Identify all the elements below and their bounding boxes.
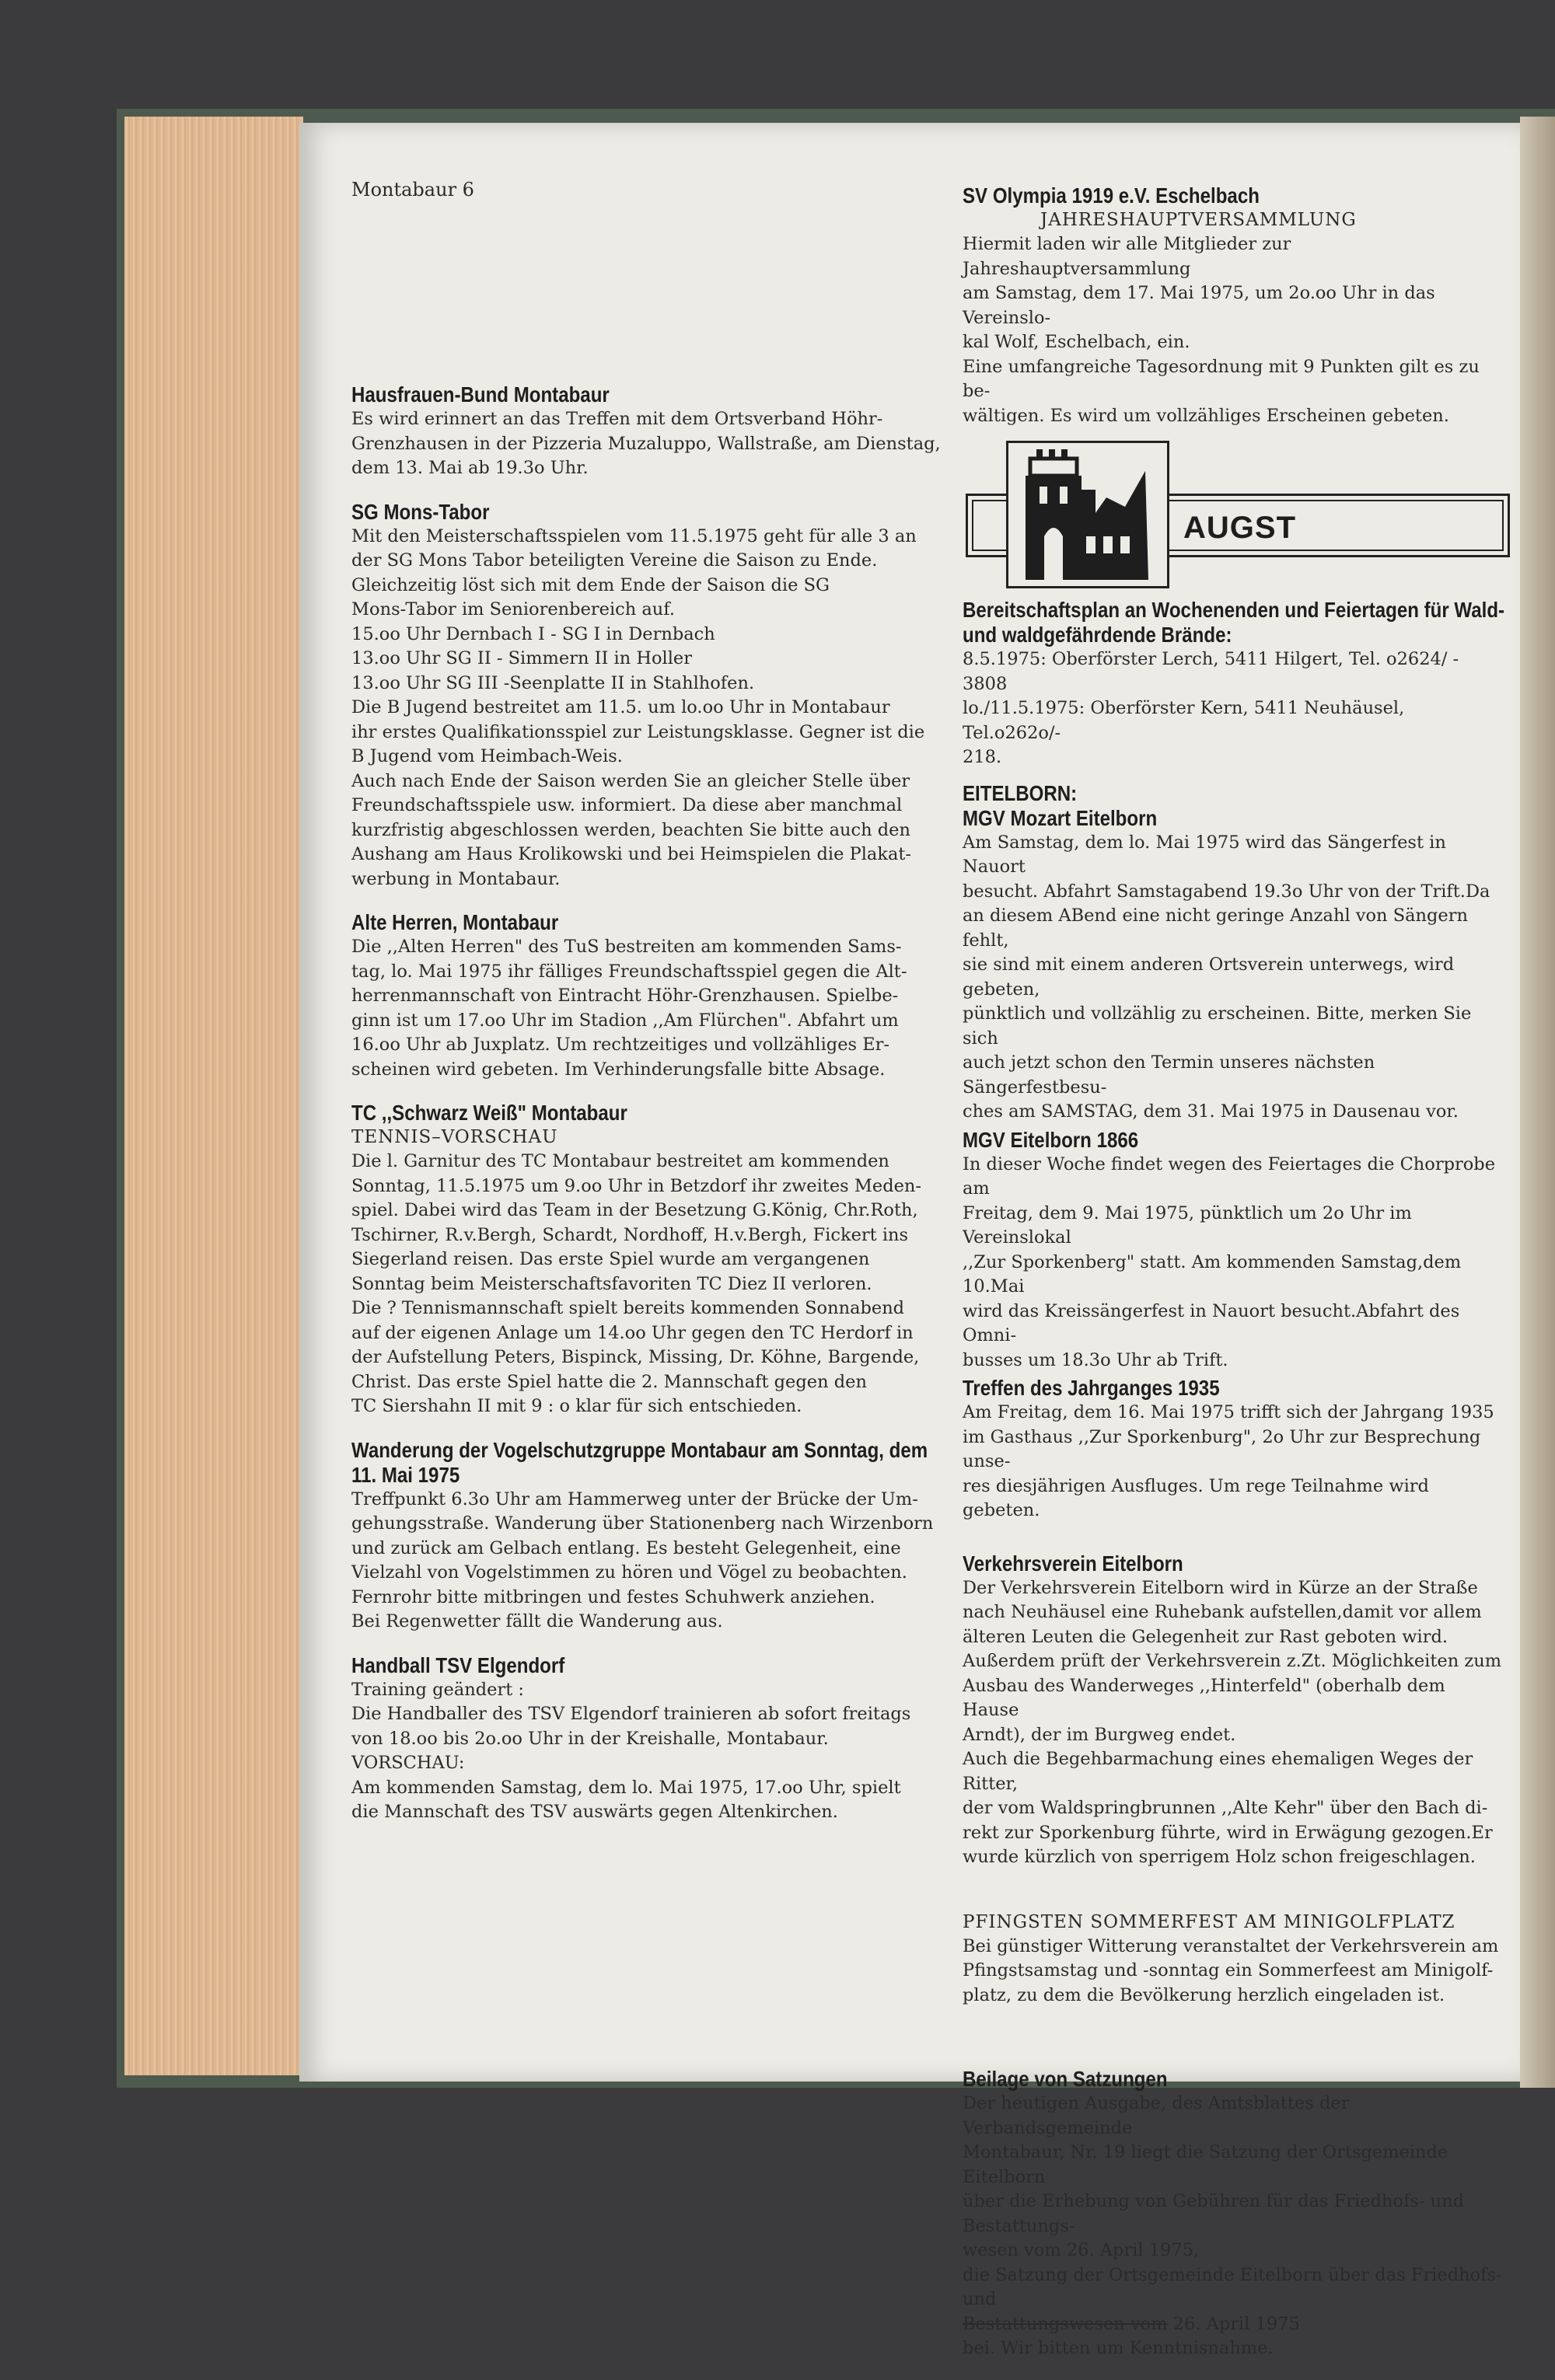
body-line: Grenzhausen in der Pizzeria Muzaluppo, Wallstraße, am Dienstag, [351, 433, 941, 454]
treffen-section [963, 1376, 1507, 1523]
section-title: Verkehrsverein Eitelborn [963, 1551, 1183, 1576]
body-line: Sonntag beim Meisterschaftsfavoriten TC Diez II verloren. [351, 1273, 872, 1294]
body-line: B Jugend vom Heimbach-Weis. [351, 746, 623, 766]
body-line: Bei Regenwetter fällt die Wanderung aus. [351, 1611, 723, 1631]
body-line: Tschirner, R.v.Bergh, Schardt, Nordhoff, H.v.Bergh, Fickert ins [351, 1224, 909, 1245]
body-line: Die B Jugend bestreitet am 11.5. um lo.oo Uhr in Montabaur [351, 697, 890, 717]
page-edges [124, 117, 303, 2075]
body-line: gehungsstraße. Wanderung über Stationenberg nach Wirzenborn [351, 1513, 934, 1534]
article-section [351, 1101, 942, 1419]
body-line: Der Verkehrsverein Eitelborn wird in Kürze an der Straße [963, 1577, 1478, 1598]
body-line: 218. [963, 747, 1002, 767]
body-line: kal Wolf, Eschelbach, ein. [963, 332, 1190, 352]
body-line: der SG Mons Tabor beteiligten Vereine die Saison zu Ende. [351, 550, 878, 571]
body-line: kurzfristig abgeschlossen werden, beachten Sie bitte auch den [351, 819, 910, 840]
body-line: Außerdem prüft der Verkehrsverein z.Zt. Möglichkeiten zum [963, 1651, 1502, 1671]
section-body [963, 1935, 1507, 2008]
body-line: Auch die Begehbarmachung eines ehemaligen Weges der Ritter, [963, 1749, 1473, 1794]
body-line: älteren Leuten die Gelegenheit zur Rast geboten wird. [963, 1626, 1448, 1647]
verkehrsverein-section [963, 1551, 1507, 1870]
body-line: im Gasthaus ,,Zur Sporkenburg", 2o Uhr zur Besprechung unse- [963, 1426, 1481, 1471]
section-body [963, 831, 1507, 1125]
body-line: Ausbau des Wanderweges ,,Hinterfeld" (oberhalb dem Hause [963, 1675, 1445, 1720]
body-line: ihr erstes Qualifikationsspiel zur Leistungsklasse. Gegner ist die [351, 721, 925, 742]
body-line: Aushang am Haus Krolikowski und bei Heimspielen die Plakat- [351, 844, 912, 864]
body-line: die Mannschaft des TSV auswärts gegen Altenkirchen. [351, 1802, 838, 1822]
body-line: Vielzahl von Vogelstimmen zu hören und Vögel zu beobachten. [351, 1562, 907, 1583]
body-line: spiel. Dabei wird das Team in der Besetzung G.König, Chr.Roth, [351, 1200, 918, 1220]
section-title: MGV Mozart Eitelborn [963, 805, 1158, 830]
castle-ruin-emblem [1006, 441, 1169, 588]
body-line: an diesem ABend eine nicht geringe Anzahl von Sängern fehlt, [963, 906, 1468, 951]
logo-text: AUGST [1183, 511, 1296, 545]
article-section [351, 382, 942, 481]
section-body [351, 1488, 942, 1635]
section-title: Bereitschaftsplan an Wochenenden und Feiertagen für Wald- und waldgefährdende Brände: [963, 598, 1505, 647]
body-line [963, 2312, 1507, 2337]
section-body [351, 407, 942, 481]
section-body [963, 647, 1507, 770]
section-title: TC ,,Schwarz Weiß" Montabaur [351, 1101, 627, 1125]
section-title: EITELBORN: [963, 780, 1078, 805]
section-title: Hausfrauen-Bund Montabaur [351, 382, 610, 407]
body-line: Mons-Tabor im Seniorenbereich auf. [351, 599, 675, 619]
body-line: Freundschaftsspiele usw. informiert. Da diese aber manchmal [351, 795, 903, 815]
body-line: Am kommenden Samstag, dem lo. Mai 1975, 17.oo Uhr, spielt [351, 1777, 901, 1798]
body-line: Der heutigen Ausgabe, des Amtsblattes der Verbandsgemeinde [963, 2093, 1350, 2138]
body-line: Die Handballer des TSV Elgendorf trainieren ab sofort freitags [351, 1704, 911, 1724]
body-line: Christ. Das erste Spiel hatte die 2. Mannschaft gegen den [351, 1371, 867, 1392]
body-line: wird das Kreissängerfest in Nauort besucht.Abfahrt des Omni- [963, 1300, 1460, 1345]
body-line: TC Siershahn II mit 9 : o klar für sich entschieden. [351, 1396, 802, 1416]
mgv-1866-section [963, 1128, 1507, 1373]
body-line: über die Erhebung von Gebühren für das Friedhofs- und Bestattungs- [963, 2191, 1464, 2236]
body-line: pünktlich und vollzählig zu erscheinen. Bitte, merken Sie sich [963, 1003, 1472, 1049]
body-line: Fernrohr bitte mitbringen und festes Schuhwerk anziehen. [351, 1586, 875, 1607]
body-line: der vom Waldspringbrunnen ,,Alte Kehr" über den Bach di- [963, 1798, 1488, 1818]
olympia-section [963, 183, 1507, 428]
section-title: Handball TSV Elgendorf [351, 1652, 565, 1677]
section-title: SV Olympia 1919 e.V. Eschelbach [963, 183, 1260, 208]
body-line: auf der eigenen Anlage um 14.oo Uhr gegen den TC Herdorf in [351, 1322, 914, 1343]
body-line: wältigen. Es wird um vollzähliges Erscheinen gebeten. [963, 405, 1449, 426]
body-line: Pfingstsamstag und -sonntag ein Sommerfeest am Minigolf- [963, 1960, 1494, 1980]
body-line: werbung in Montabaur. [351, 868, 561, 889]
body-line: sie sind mit einem anderen Ortsverein unterwegs, wird gebeten, [963, 954, 1455, 1000]
article-section [351, 1653, 942, 1825]
article-section [351, 1438, 942, 1635]
body-line: herrenmannschaft von Eintracht Höhr-Grenzhausen. Spielbe- [351, 986, 899, 1006]
beilage-section [963, 2067, 1507, 2361]
body-line: dem 13. Mai ab 19.3o Uhr. [351, 458, 589, 478]
body-line: tag, lo. Mai 1975 ihr fälliges Freundschaftsspiel gegen die Alt- [351, 961, 907, 982]
body-line: Siegerland reisen. Das erste Spiel wurde am vergangenen [351, 1249, 870, 1269]
body-line: lo./11.5.1975: Oberförster Kern, 5411 Neuhäusel, Tel.o262o/- [963, 698, 1405, 743]
body-line: ches am SAMSTAG, dem 31. Mai 1975 in Dausenau vor. [963, 1101, 1459, 1122]
body-line: res diesjährigen Ausfluges. Um rege Teilnahme wird gebeten. [963, 1475, 1429, 1520]
body-line: 16.oo Uhr ab Juxplatz. Um rechtzeitiges und vollzähliges Er- [351, 1035, 889, 1055]
right-column [963, 183, 1507, 2380]
body-line: rekt zur Sporkenburg führte, wird in Erwägung gezogen.Er [963, 1822, 1493, 1843]
body-line: wurde kürzlich von sperrigem Holz schon freigeschlagen. [963, 1847, 1476, 1867]
body-line: Die ,,Alten Herren" des TuS bestreiten am kommenden Sams- [351, 937, 902, 957]
body-line: Eine umfangreiche Tagesordnung mit 9 Punkten gilt es zu be- [963, 356, 1480, 401]
eitelborn-section [963, 781, 1507, 806]
body-line: nach Neuhäusel eine Ruhebank aufstellen,damit vor allem [963, 1602, 1482, 1622]
body-line: busses um 18.3o Uhr ab Trift. [963, 1349, 1228, 1370]
body-line: Mit den Meisterschaftsspielen vom 11.5.1975 geht für alle 3 an [351, 525, 917, 546]
section-body [351, 1150, 942, 1419]
article-section [351, 910, 942, 1082]
body-line: Am Samstag, dem lo. Mai 1975 wird das Sängerfest in Nauort [963, 832, 1446, 877]
body-line: Die ? Tennismannschaft spielt bereits kommenden Sonnabend [351, 1298, 905, 1318]
body-line: Training geändert : [351, 1679, 524, 1700]
body-line: ginn ist um 17.oo Uhr im Stadion ,,Am Flürchen". Abfahrt um [351, 1010, 899, 1031]
body-line: auch jetzt schon den Termin unseres nächsten Sängerfestbesu- [963, 1052, 1375, 1098]
body-line: Es wird erinnert an das Treffen mit dem Ortsverband Höhr- [351, 409, 883, 429]
augst-logo [966, 441, 1510, 588]
section-body [351, 525, 942, 892]
section-title: MGV Eitelborn 1866 [963, 1127, 1139, 1152]
body-line: 13.oo Uhr SG II - Simmern II in Holler [351, 648, 693, 668]
section-title: Beilage von Satzungen [963, 2067, 1168, 2091]
pfingsten-section [963, 1911, 1507, 2008]
body-line: 15.oo Uhr Dernbach I - SG I in Dernbach [351, 623, 715, 644]
left-column [351, 179, 942, 1844]
body-line: Gleichzeitig löst sich mit dem Ende der Saison die SG [351, 574, 830, 595]
body-line: Bei günstiger Witterung veranstaltet der Verkehrsverein am [963, 1935, 1499, 1956]
section-subtitle: JAHRESHAUPTVERSAMMLUNG [1040, 210, 1357, 230]
body-line: Die l. Garnitur des TC Montabaur bestreitet am kommenden [351, 1151, 889, 1171]
body-line: 8.5.1975: Oberförster Lerch, 5411 Hilgert, Tel. o2624/ - 3808 [963, 649, 1459, 694]
section-title: Treffen des Jahrganges 1935 [963, 1376, 1220, 1400]
page-header: Montabaur 6 [351, 179, 474, 201]
section-body [963, 232, 1507, 428]
body-line: der Aufstellung Peters, Bispinck, Missing, Dr. Köhne, Bargende, [351, 1347, 920, 1367]
section-title: SG Mons-Tabor [351, 499, 490, 524]
body-line: Hiermit laden wir alle Mitglieder zur Jahreshauptversammlung [963, 234, 1291, 279]
bereitschaft-section [963, 598, 1507, 770]
section-subtitle: PFINGSTEN SOMMERFEST AM MINIGOLFPLATZ [963, 1911, 1455, 1932]
body-line: wesen vom 26. April 1975, [963, 2240, 1200, 2260]
mgv-mozart-section [963, 806, 1507, 1125]
body-line: Auch nach Ende der Saison werden Sie an gleicher Stelle über [351, 770, 910, 791]
body-line: von 18.oo bis 2o.oo Uhr in der Kreishalle, Montabaur. [351, 1728, 829, 1749]
section-body [963, 1576, 1507, 1870]
body-line: und zurück am Gelbach entlang. Es besteht Gelegenheit, eine [351, 1537, 901, 1558]
section-body [963, 2092, 1507, 2312]
body-line: scheinen wird gebeten. Im Verhinderungsfalle bitte Absage. [351, 1059, 886, 1080]
body-line: Arndt), der im Burgweg endet. [963, 1724, 1236, 1745]
body-line: bei. Wir bitten um Kenntnisnahme. [963, 2338, 1274, 2358]
section-subtitle: TENNIS–VORSCHAU [351, 1127, 558, 1147]
section-body [963, 1401, 1507, 1523]
section-body [351, 1678, 942, 1825]
section-body [351, 935, 942, 1082]
body-line: Montabaur, Nr. 19 liegt die Satzung der Ortsgemeinde Eitelborn [963, 2142, 1448, 2187]
right-page-edge [1520, 117, 1555, 2088]
body-line: ,,Zur Sporkenberg" statt. Am kommenden Samstag,dem 10.Mai [963, 1251, 1462, 1296]
body-line: die Satzung der Ortsgemeinde Eitelborn über das Friedhofs- und [963, 2264, 1502, 2309]
section-body [963, 1153, 1507, 1373]
body-line: am Samstag, dem 17. Mai 1975, um 2o.oo Uhr in das Vereinslo- [963, 283, 1435, 328]
body-text: 26. April 1975 [1167, 2313, 1300, 2334]
body-line: Am Freitag, dem 16. Mai 1975 trifft sich der Jahrgang 1935 [963, 1402, 1494, 1422]
body-line: 13.oo Uhr SG III -Seenplatte II in Stahlhofen. [351, 672, 755, 693]
article-section [351, 500, 942, 892]
struck-text: Bestattungswesen vom [963, 2313, 1168, 2334]
body-line: In dieser Woche findet wegen des Feiertages die Chorprobe am [963, 1153, 1496, 1199]
body-line: Freitag, dem 9. Mai 1975, pünktlich um 2o Uhr im Vereinslokal [963, 1202, 1412, 1248]
body-line: besucht. Abfahrt Samstagabend 19.3o Uhr von der Trift.Da [963, 881, 1490, 902]
section-title: Wanderung der Vogelschutzgruppe Montabaur am Sonntag, dem 11. Mai 1975 [351, 1437, 928, 1487]
body-line: platz, zu dem die Bevölkerung herzlich eingeladen ist. [963, 1984, 1445, 2005]
body-line: Treffpunkt 6.3o Uhr am Hammerweg unter der Brücke der Um- [351, 1488, 918, 1509]
body-line: VORSCHAU: [351, 1753, 465, 1773]
body-line: Sonntag, 11.5.1975 um 9.oo Uhr in Betzdorf ihr zweites Meden- [351, 1175, 922, 1196]
section-title: Alte Herren, Montabaur [351, 910, 559, 934]
